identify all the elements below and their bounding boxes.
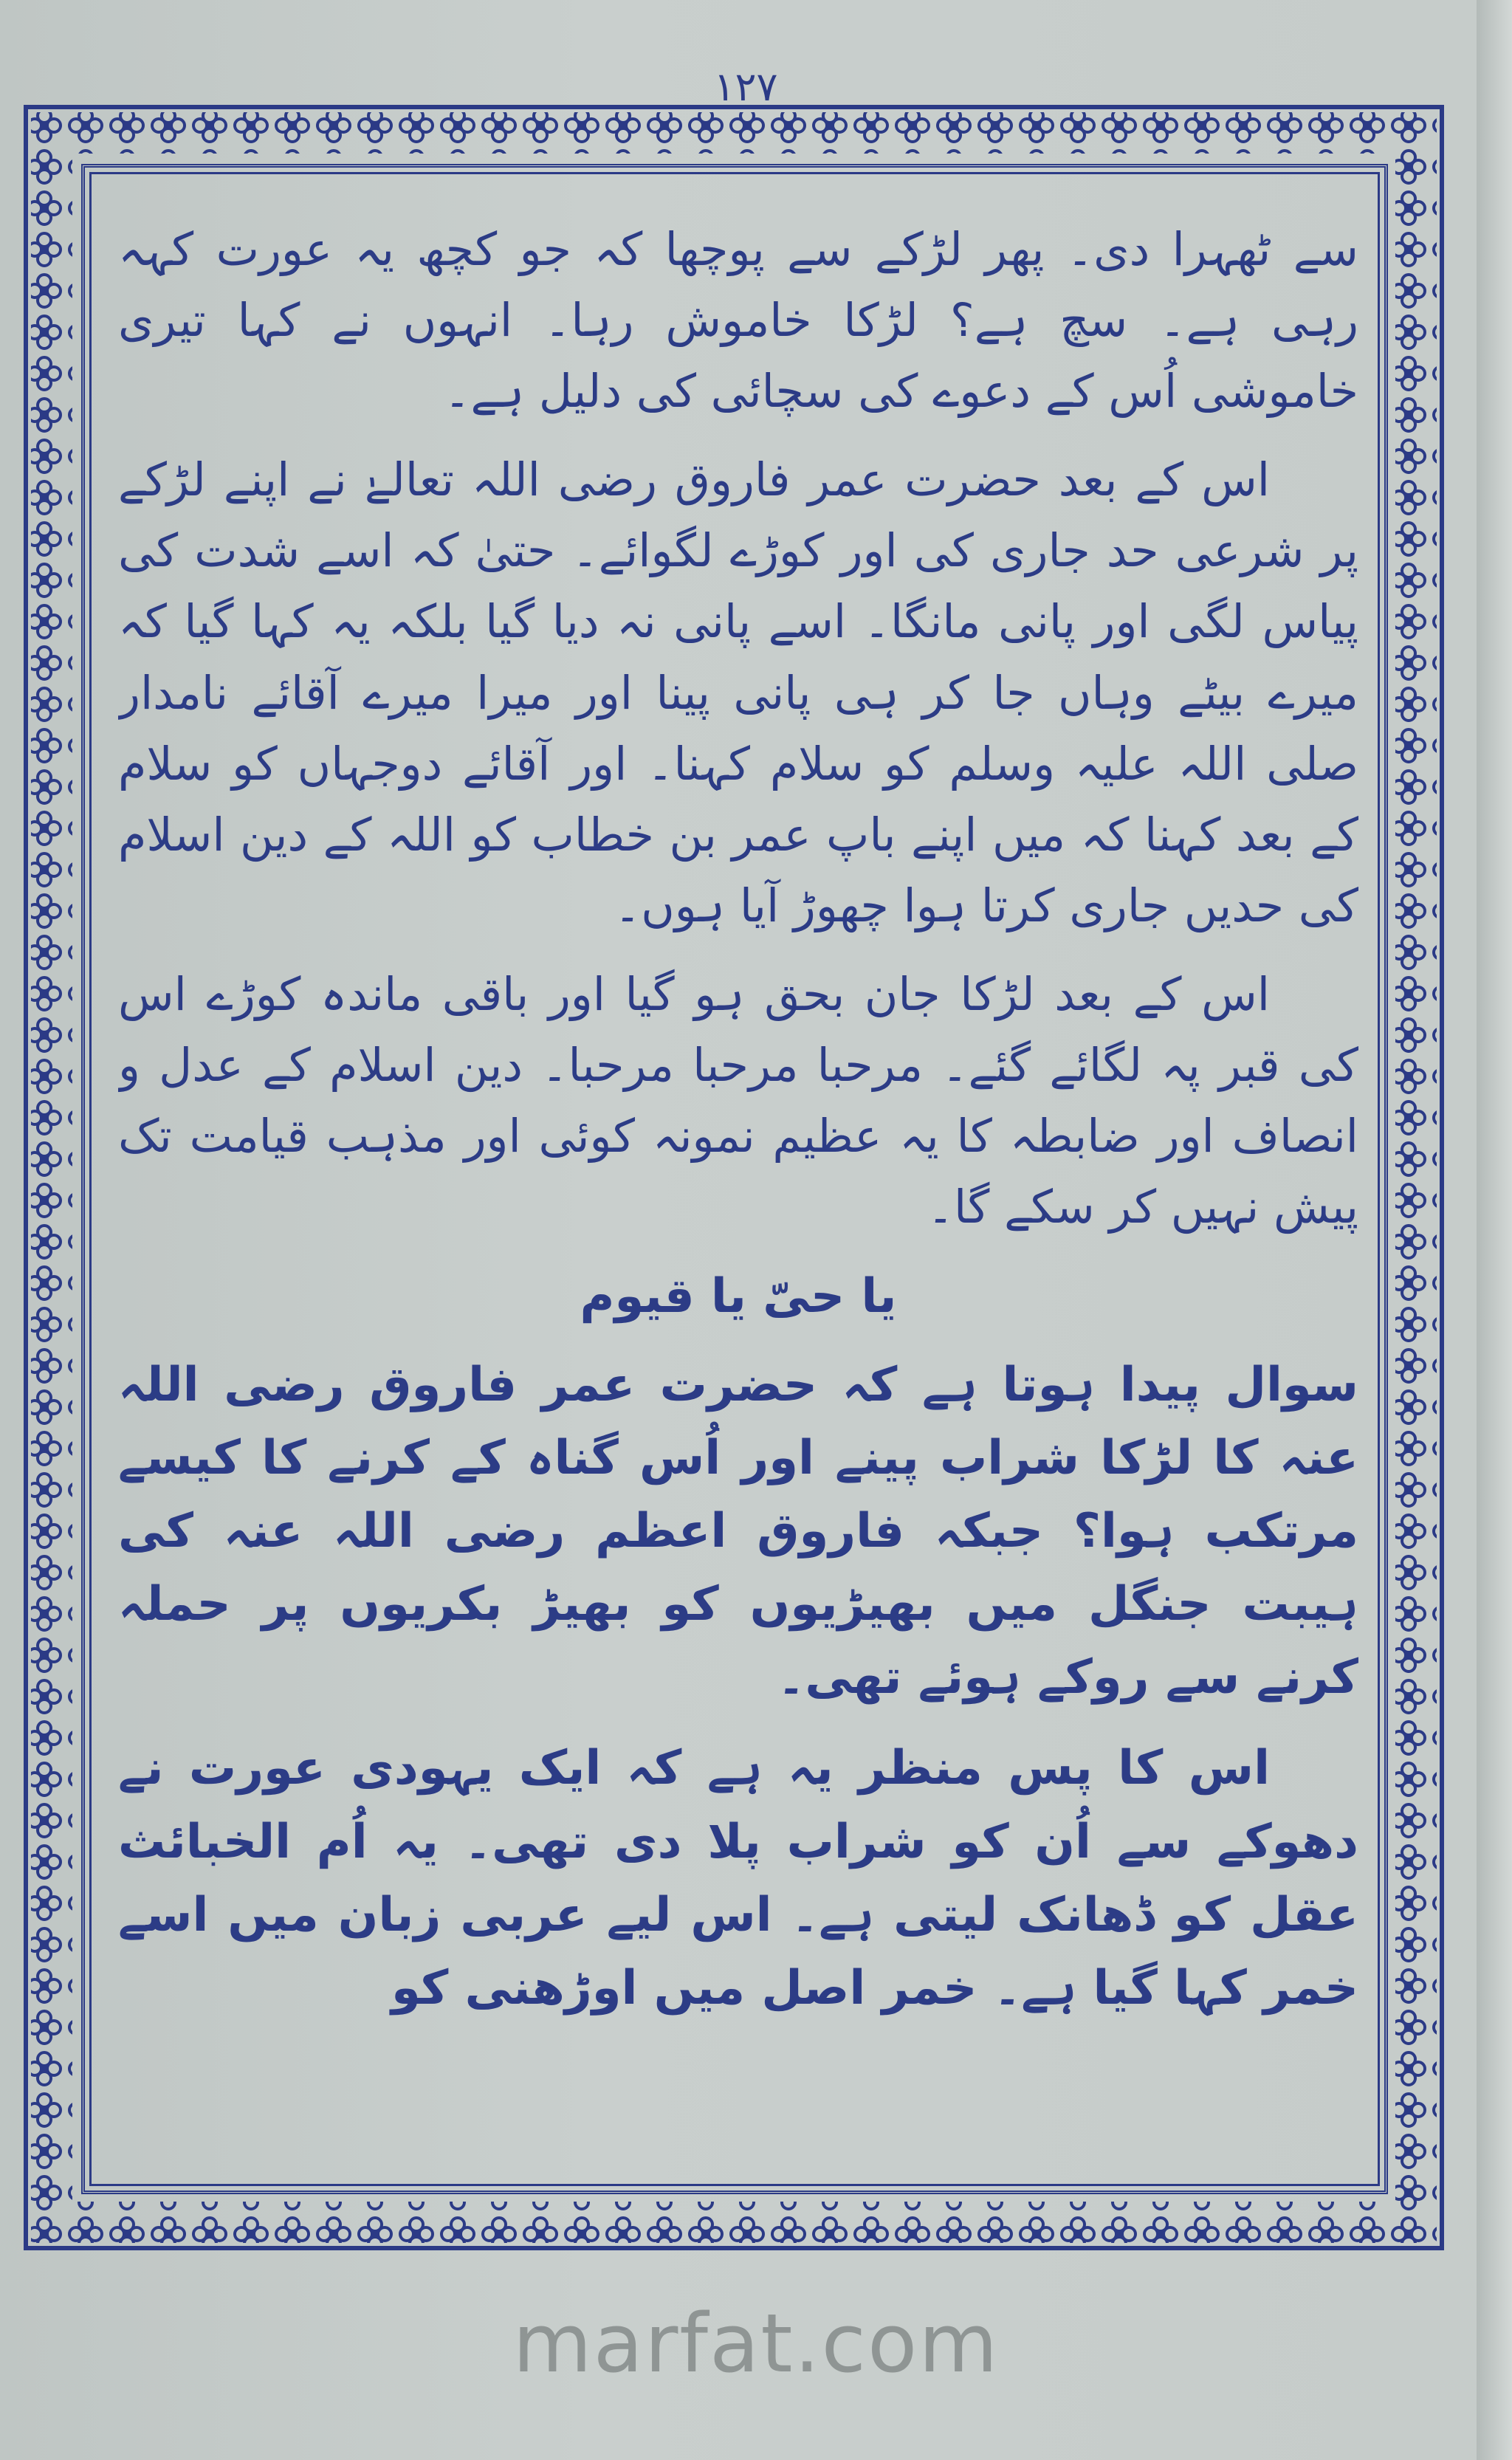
- paragraph-2: اس کے بعد حضرت عمر فاروق رضی اللہ تعالےٰ نے اپنے لڑکے پر شرعی حد جاری کی اور کوڑے لگوائے۔ حتیٰ کہ اسے شدت کی پیاس لگی اور پانی مانگا۔ اسے پانی نہ دیا گیا بلکہ یہ کہا گیا کہ میرے بیٹے وہاں جا کر ہی پانی پینا اور میرا میرے آقائے نامدار صلی اللہ علیہ وسلم کو سلام کہنا۔ اور آقائے دوجہاں کو سلام کے بعد کہنا کہ میں اپنے باپ عمر بن خطاب کو اللہ کے دین اسلام کی حدیں جاری کرتا ہوا چھوڑ آیا ہوں۔: [118, 453, 1358, 932]
- urdu-text-body: [118, 214, 1358, 2163]
- watermark-text: marfat.com: [512, 2296, 1000, 2391]
- paragraph-1: سے ٹھہرا دی۔ پھر لڑکے سے پوچھا کہ جو کچھ یہ عورت کہہ رہی ہے۔ سچ ہے؟ لڑکا خاموش رہا۔ انہوں نے کہا تیری خاموشی اُس کے دعوے کی سچائی کی دلیل ہے۔: [118, 222, 1358, 419]
- section-heading: یا حیّ یا قیوم: [580, 1269, 897, 1325]
- question-paragraph: سوال پیدا ہوتا ہے کہ حضرت عمر فاروق رضی اللہ عنہ کا لڑکا شراب پینے اور اُس گناہ کے کرنے کا کیسے مرتکب ہوا؟ جبکہ فاروق اعظم رضی اللہ عنہ کی ہیبت جنگل میں بھیڑیوں کو بھیڑ بکریوں پر حملہ کرنے سے روکے ہوئے تھی۔: [118, 1357, 1358, 1705]
- page-number: ۱۲۷: [713, 63, 778, 110]
- page-gutter: [1477, 0, 1512, 2460]
- answer-paragraph: اس کا پس منظر یہ ہے کہ ایک یہودی عورت نے دھوکے سے اُن کو شراب پلا دی تھی۔ یہ اُم الخبائث عقل کو ڈھانک لیتی ہے۔ اس لیے عربی زبان میں اسے خمر کہا گیا ہے۔ خمر اصل میں اوڑھنی کو: [118, 1741, 1358, 2016]
- paragraph-3: اس کے بعد لڑکا جان بحق ہو گیا اور باقی ماندہ کوڑے اس کی قبر پہ لگائے گئے۔ مرحبا مرحبا مرحبا۔ دین اسلام کے عدل و انصاف اور ضابطہ کا یہ عظیم نمونہ کوئی اور مذہب قیامت تک پیش نہیں کر سکے گا۔: [118, 966, 1358, 1234]
